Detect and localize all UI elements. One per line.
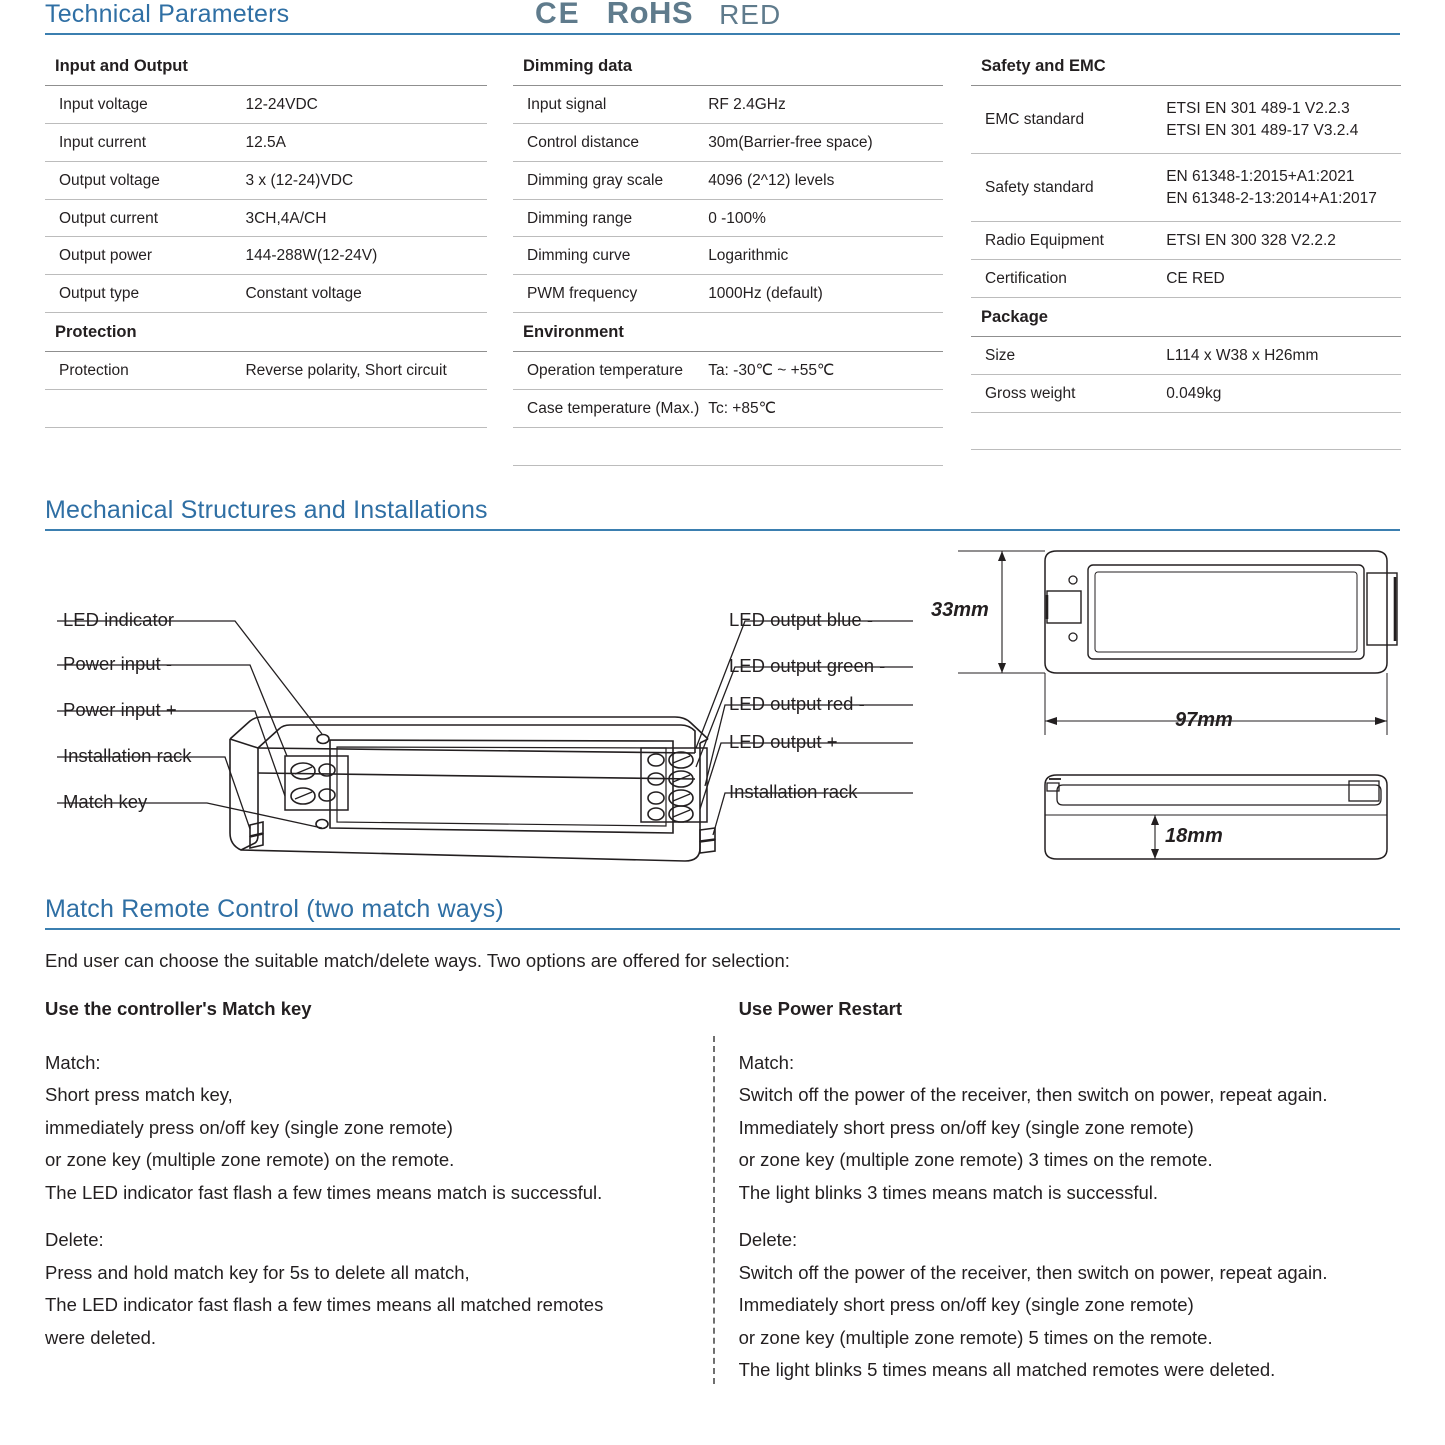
label-led-indicator: LED indicator: [63, 608, 175, 630]
red-mark: RED: [719, 0, 782, 30]
spec-row: [513, 390, 943, 428]
spec-group-title: Safety and EMC: [971, 47, 1401, 86]
match-intro-text: End user can choose the suitable match/delete ways. Two options are offered for selection:: [45, 949, 790, 971]
spec-spacer-cell: [513, 427, 943, 465]
spec-row: [45, 237, 487, 275]
spec-table-3: [971, 47, 1401, 450]
label-power-input-plus: Power input +: [63, 698, 177, 720]
spec-spacer-cell: [45, 390, 487, 428]
right-match-line: Switch off the power of the receiver, then switch on power, repeat again.: [738, 1084, 1328, 1106]
spec-value: 1000Hz (default): [702, 275, 943, 313]
spec-key: Control distance: [513, 123, 702, 161]
spec-row: [971, 259, 1401, 297]
spec-group-header: [513, 313, 943, 352]
spec-key: EMC standard: [971, 86, 1160, 154]
label-match-key: Match key: [63, 790, 148, 812]
spec-row: [513, 275, 943, 313]
right-delete-line: Switch off the power of the receiver, then switch on power, repeat again.: [738, 1261, 1328, 1283]
left-delete-lines: [45, 1260, 677, 1351]
right-delete-line: or zone key (multiple zone remote) 5 times on the remote.: [738, 1326, 1213, 1348]
spec-row: [45, 161, 487, 199]
dimension-thickness: 18mm: [1165, 824, 1223, 847]
spec-key: Dimming gray scale: [513, 161, 702, 199]
match-remote-header: [45, 895, 1400, 928]
spec-group-header: [45, 313, 487, 352]
spec-tables: [45, 47, 1400, 466]
spec-value: ETSI EN 301 489-1 V2.2.3 ETSI EN 301 489-17 V3.2.4: [1160, 86, 1401, 154]
dimension-height: 33mm: [931, 598, 989, 621]
spec-row: [513, 199, 943, 237]
spec-value: Tc: +85℃: [702, 390, 943, 428]
certification-marks: [535, 0, 781, 31]
left-match-line: immediately press on/off key (single zone remote): [45, 1116, 453, 1138]
spec-value: 12-24VDC: [239, 86, 487, 124]
left-match-block: [45, 1050, 677, 1206]
mechanical-title: Mechanical Structures and Installations: [45, 495, 488, 524]
mechanical-diagram: [45, 543, 1400, 893]
spec-key: Dimming curve: [513, 237, 702, 275]
left-match-line: or zone key (multiple zone remote) on the remote.: [45, 1149, 455, 1171]
spec-column-dimming: [513, 47, 961, 466]
spec-row: [971, 336, 1401, 374]
left-delete-title: Delete:: [45, 1229, 104, 1251]
spec-key: Input voltage: [45, 86, 239, 124]
label-led-output-blue: LED output blue -: [729, 608, 873, 630]
spec-key: Certification: [971, 259, 1160, 297]
left-match-title: Match:: [45, 1051, 101, 1073]
technical-divider: [45, 33, 1400, 35]
label-installation-rack-left: Installation rack: [63, 744, 192, 766]
spec-row: [971, 374, 1401, 412]
spec-spacer-row: [513, 427, 943, 465]
spec-table-2: [513, 47, 943, 466]
spec-row: [513, 352, 943, 390]
right-match-line: or zone key (multiple zone remote) 3 times on the remote.: [738, 1149, 1213, 1171]
spec-row: [971, 222, 1401, 260]
spec-row: [45, 86, 487, 124]
right-match-line: Immediately short press on/off key (single zone remote): [738, 1116, 1194, 1138]
right-delete-lines: [739, 1260, 1400, 1383]
left-delete-block: [45, 1227, 677, 1350]
spec-key: Protection: [45, 352, 239, 390]
spec-key: Case temperature (Max.): [513, 390, 702, 428]
label-led-output-red: LED output red -: [729, 692, 865, 714]
spec-row: [971, 86, 1401, 154]
dimension-length: 97mm: [1175, 708, 1233, 731]
match-method-power-restart: [703, 998, 1400, 1405]
spec-value: EN 61348-1:2015+A1:2021 EN 61348-2-13:2014+A1:2017: [1160, 154, 1401, 222]
left-delete-line: were deleted.: [45, 1326, 157, 1348]
right-match-block: [739, 1050, 1400, 1206]
spec-group-title: Environment: [513, 313, 943, 352]
column-divider: [713, 1036, 715, 1384]
spec-value: 30m(Barrier-free space): [702, 123, 943, 161]
spec-value: 0.049kg: [1160, 374, 1401, 412]
spec-group-header: [45, 47, 487, 86]
spec-group-title: Dimming data: [513, 47, 943, 86]
spec-row: [513, 237, 943, 275]
spec-row: [513, 86, 943, 124]
spec-value: 144-288W(12-24V): [239, 237, 487, 275]
right-match-line: The light blinks 3 times means match is successful.: [738, 1181, 1159, 1203]
label-power-input-minus: Power input -: [63, 652, 172, 674]
match-method-controller-key: [45, 998, 703, 1405]
spec-group-title: Input and Output: [45, 47, 487, 86]
spec-row: [45, 199, 487, 237]
left-delete-line: Press and hold match key for 5s to delete all match,: [45, 1261, 470, 1283]
spec-value: CE RED: [1160, 259, 1401, 297]
mechanical-header: [45, 496, 1400, 529]
spec-group-title: Protection: [45, 313, 487, 352]
spec-key: Output power: [45, 237, 239, 275]
match-columns: [45, 998, 1400, 1405]
spec-value: 3 x (12-24)VDC: [239, 161, 487, 199]
left-match-lines: [45, 1082, 677, 1205]
spec-key: PWM frequency: [513, 275, 702, 313]
spec-value: Logarithmic: [702, 237, 943, 275]
page-title: Technical Parameters: [45, 0, 290, 28]
right-delete-block: [739, 1227, 1400, 1383]
spec-column-input-output: [45, 47, 505, 466]
spec-key: Output current: [45, 199, 239, 237]
spec-value: 0 -100%: [702, 199, 943, 237]
match-remote-title: Match Remote Control (two match ways): [45, 894, 504, 923]
right-delete-line: The light blinks 5 times means all matched remotes were deleted.: [738, 1359, 1276, 1381]
method-right-subtitle: Use Power Restart: [738, 997, 903, 1019]
spec-key: Output type: [45, 275, 239, 313]
method-left-subtitle: Use the controller's Match key: [45, 997, 312, 1019]
spec-key: Radio Equipment: [971, 222, 1160, 260]
spec-key: Input signal: [513, 86, 702, 124]
spec-key: Output voltage: [45, 161, 239, 199]
match-remote-body: [45, 950, 1400, 1405]
spec-spacer-cell: [971, 412, 1401, 450]
spec-row: [45, 275, 487, 313]
rohs-mark: RoHS: [606, 0, 694, 30]
mechanical-divider: [45, 529, 1400, 531]
spec-table-1: [45, 47, 487, 428]
spec-row: [971, 154, 1401, 222]
label-installation-rack-right: Installation rack: [729, 780, 858, 802]
spec-value: L114 x W38 x H26mm: [1160, 336, 1401, 374]
spec-value: 4096 (2^12) levels: [702, 161, 943, 199]
spec-key: Gross weight: [971, 374, 1160, 412]
spec-group-header: [513, 47, 943, 86]
spec-column-safety: [971, 47, 1419, 466]
spec-value: Constant voltage: [239, 275, 487, 313]
spec-spacer-row: [971, 412, 1401, 450]
spec-row: [513, 123, 943, 161]
spec-value: 3CH,4A/CH: [239, 199, 487, 237]
right-match-title: Match:: [738, 1051, 795, 1073]
spec-key: Size: [971, 336, 1160, 374]
spec-group-title: Package: [971, 297, 1401, 336]
spec-value: 12.5A: [239, 123, 487, 161]
right-delete-title: Delete:: [738, 1229, 798, 1251]
left-delete-line: The LED indicator fast flash a few times means all matched remotes: [45, 1294, 604, 1316]
spec-key: Operation temperature: [513, 352, 702, 390]
label-led-output-plus: LED output +: [729, 730, 838, 752]
label-led-output-green: LED output green -: [729, 654, 886, 676]
spec-spacer-row: [45, 390, 487, 428]
spec-value: Ta: -30℃ ~ +55℃: [702, 352, 943, 390]
spec-row: [513, 161, 943, 199]
spec-group-header: [971, 297, 1401, 336]
left-match-line: The LED indicator fast flash a few times means match is successful.: [45, 1181, 603, 1203]
right-match-lines: [739, 1082, 1400, 1205]
right-delete-line: Immediately short press on/off key (single zone remote): [738, 1294, 1194, 1316]
spec-value: ETSI EN 300 328 V2.2.2: [1160, 222, 1401, 260]
ce-mark: CE: [535, 0, 581, 30]
spec-value: Reverse polarity, Short circuit: [239, 352, 487, 390]
spec-row: [45, 352, 487, 390]
match-remote-divider: [45, 928, 1400, 930]
spec-value: RF 2.4GHz: [702, 86, 943, 124]
spec-key: Dimming range: [513, 199, 702, 237]
left-match-line: Short press match key,: [45, 1084, 233, 1106]
spec-group-header: [971, 47, 1401, 86]
spec-key: Input current: [45, 123, 239, 161]
technical-parameters-header: [45, 0, 1400, 33]
spec-row: [45, 123, 487, 161]
spec-key: Safety standard: [971, 154, 1160, 222]
